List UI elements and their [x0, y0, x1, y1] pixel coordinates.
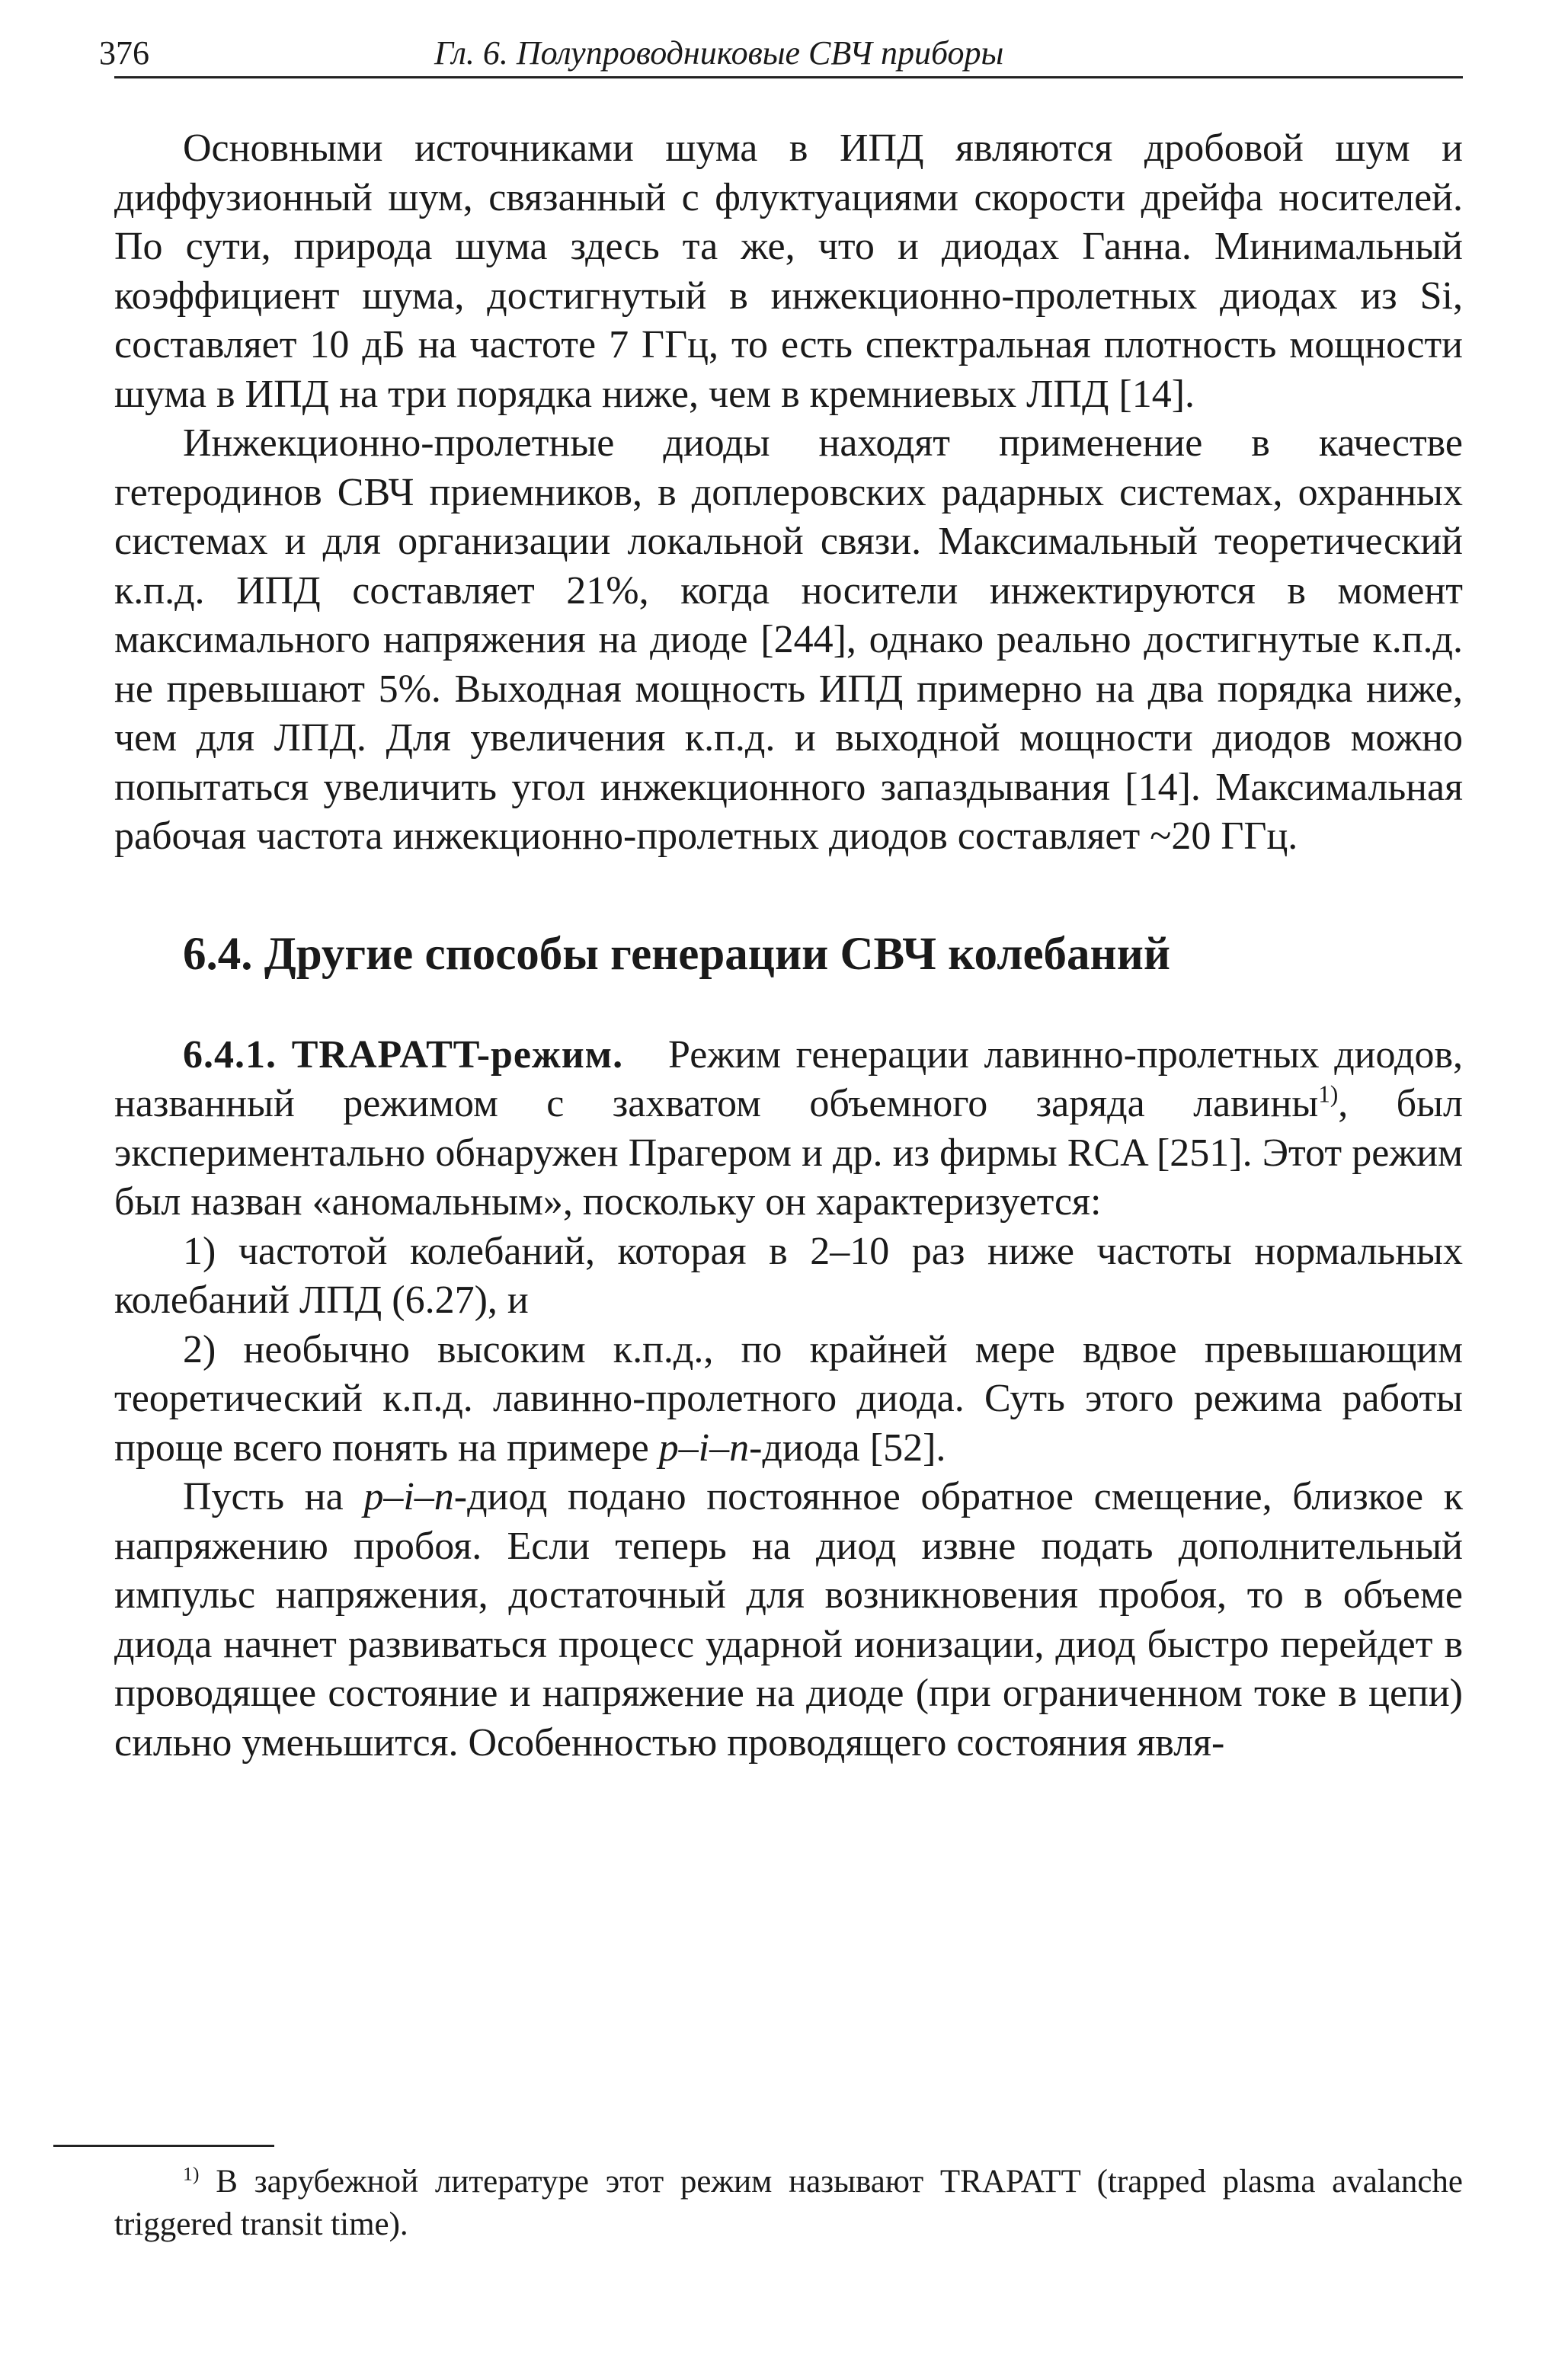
chapter-title: Гл. 6. Полупроводниковые СВЧ приборы	[434, 34, 1004, 72]
running-head	[99, 30, 1463, 78]
footnote-text: В зарубежной литературе этот режим называют TRAPATT (trapped plasma avalanche triggered transit time).	[114, 2164, 1463, 2242]
list-item-efficiency-end: -диода [52].	[749, 1425, 946, 1470]
paragraph-trapatt-text: Режим генерации лавинно-пролетных диодов, названный режимом с захватом объемного заряда лавины	[114, 1032, 1464, 1125]
footnote-mark: 1)	[183, 2162, 200, 2185]
book-page	[99, 30, 1464, 1768]
paragraph-pin-start: Пусть на	[183, 1475, 364, 1518]
body-text	[114, 124, 1463, 1768]
paragraph-noise-sources: Основными источниками шума в ИПД являются дробовой шум и диффузионный шум, связанный с флуктуациями скорости дрейфа носителей. По сути, природа шума здесь та же, что и диодах Ганна. Минимальный коэффициент шума, достигнутый в инжекционно-пролетных диодах из Si, составляет 10 дБ на частоте 7 ГГц, то есть спектральная плотность мощности шума в ИПД на три порядка ниже, чем в кремниевых ЛПД [14].	[114, 126, 1463, 416]
footnote-divider	[53, 2145, 274, 2147]
paragraph-pin-diode	[114, 1473, 1463, 1768]
paragraph-pin-rest: -диод подано постоянное обратное смещение, близкое к напряжению пробоя. Если теперь на диод извне подать дополнительный импульс напряжения, достаточный для возникновения пробоя, то в объеме диода начнет развиваться процесс ударной ионизации, диод быстро перейдет в проводящее состояние и напряжение на диоде (при ограниченном токе в цепи) сильно уменьшится. Особенностью проводящего состояния явля-	[114, 1475, 1463, 1765]
page-number: 376	[99, 34, 149, 72]
paragraph-trapatt-rest: , был экспериментально обнаружен Прагером и др. из фирмы RCA [251]. Этот режим был назван «аномальным», поскольку он характеризуется:	[114, 1082, 1464, 1224]
paragraph-applications: Инжекционно-пролетные диоды находят применение в качестве гетеродинов СВЧ приемников, в доплеровских радарных системах, охранных системах и для организации локальной связи. Максимальный теоретический к.п.д. ИПД составляет 21%, когда носители инжектируются в момент максимального напряжения на диоде [244], однако реально достигнутые к.п.д. не превышают 5%. Выходная мощность ИПД примерно на два порядка ниже, чем для ЛПД. Для увеличения к.п.д. и выходной мощности диодов можно попытаться увеличить угол инжекционного запаздывания [14]. Максимальная рабочая частота инжекционно-пролетных диодов составляет ~20 ГГц.	[114, 421, 1463, 858]
subsection-heading: 6.4.1. TRAPATT-режим.	[183, 1032, 624, 1077]
list-item-efficiency	[114, 1326, 1463, 1473]
footnote-marker: 1)	[1318, 1080, 1339, 1108]
footnote	[114, 2161, 1463, 2246]
list-item-efficiency-text: 2) необычно высоким к.п.д., по крайней мере вдвое превышающим теоретический к.п.д. лавинно-пролетного диода. Суть этого режима работы проще всего понять на примере	[114, 1327, 1463, 1470]
formula-pin: p–i–n	[658, 1425, 750, 1470]
section-heading: 6.4. Другие способы генерации СВЧ колебаний	[183, 928, 1170, 980]
list-item-frequency: 1) частотой колебаний, которая в 2–10 раз ниже частоты нормальных колебаний ЛПД (6.27), и	[114, 1229, 1463, 1322]
formula-pin-inline: p–i–n	[363, 1475, 454, 1518]
paragraph-trapatt-intro	[114, 1031, 1463, 1227]
